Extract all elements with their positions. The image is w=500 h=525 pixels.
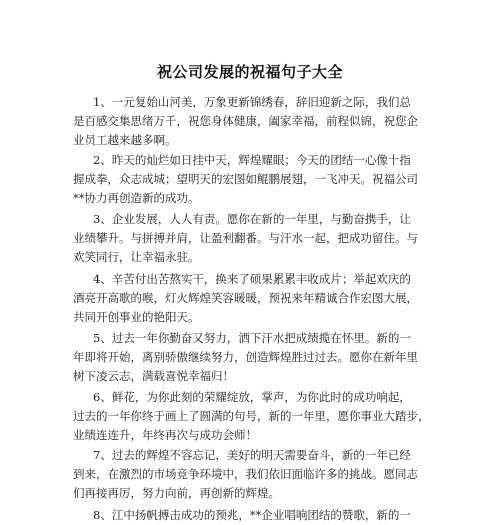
paragraph-5 — [73, 329, 433, 386]
paragraph-line: **协力再创造新的成功。 — [73, 191, 200, 205]
paragraph-line: 是百感交集思绪万千，祝您身体健康，阖家幸福，前程似锦，祝您企 — [73, 114, 418, 128]
paragraph-line: 3、企业发展，人人有责。愿你在新的一年里，与勤奋携手，让 — [93, 212, 411, 226]
paragraph-line: 树下凌云志，满载喜悦幸福归！ — [73, 369, 234, 383]
paragraph-line: 年即将开始，离别骄傲继续努力，创造辉煌胜过过去。愿你在新年里 — [73, 350, 418, 364]
paragraph-line: 握成拳，众志成城；望明天的宏图如鲲鹏展翅，一飞冲天。祝福公司 — [73, 172, 418, 186]
paragraph-line: 2、昨天的灿烂如日挂中天，辉煌耀眼；今天的团结一心像十指 — [93, 153, 411, 167]
paragraph-line: 们再接再厉，努力向前，再创新的辉煌。 — [73, 486, 280, 500]
paragraph-2 — [73, 151, 433, 208]
paragraph-line: 酒亮开高歌的喉，灯火辉煌笑容暖暖，预祝来年精诚合作宏图大展， — [73, 291, 418, 305]
paragraph-line: 4、辛苦付出苦熬实干，换来了硕果累累丰收成片；举起欢庆的 — [93, 272, 411, 286]
paragraph-line: 共同开创事业的艳阳天。 — [73, 310, 200, 324]
paragraph-1 — [73, 93, 433, 150]
paragraph-line: 6、鲜花，为你此刻的荣耀绽放，掌声，为你此时的成功响起， — [93, 390, 411, 404]
paragraph-7 — [73, 446, 433, 503]
paragraph-line: 1、一元复始山河美，万象更新锦绣春，辞旧迎新之际，我们总 — [93, 95, 411, 109]
paragraph-line: 7、过去的辉煌不容忘记，美好的明天需要奋斗，新的一年已经 — [93, 448, 411, 462]
paragraph-3 — [73, 210, 433, 267]
paragraph-line: 业绩连连升，年终再次与成功会师！ — [73, 428, 257, 442]
paragraph-line: 业员工越来越多啊。 — [73, 133, 177, 147]
paragraph-line: 到来，在激烈的市场竞争环境中，我们依旧面临许多的挑战。愿同志 — [73, 467, 418, 481]
paragraph-line: 5、过去一年你勤奋又努力，洒下汗水把成绩揽在怀里。新的一 — [93, 331, 411, 345]
paragraph-line: 8、江中扬帆搏击成功的预兆，**企业唱响团结的赞歌，新的一 — [93, 508, 411, 522]
paragraph-line: 欢笑同行，让幸福永驻。 — [73, 250, 200, 264]
paragraph-4 — [73, 270, 433, 327]
paragraph-6 — [73, 388, 433, 445]
document-title: 祝公司发展的祝福句子大全 — [156, 63, 343, 81]
paragraph-line: 业绩攀升。与拼搏并肩，让盈利翻番。与汗水一起，把成功留住。与 — [73, 231, 418, 245]
paragraph-line: 过去的一年你终于画上了圆满的句号，新的一年里，愿你事业大踏步， — [73, 409, 430, 423]
